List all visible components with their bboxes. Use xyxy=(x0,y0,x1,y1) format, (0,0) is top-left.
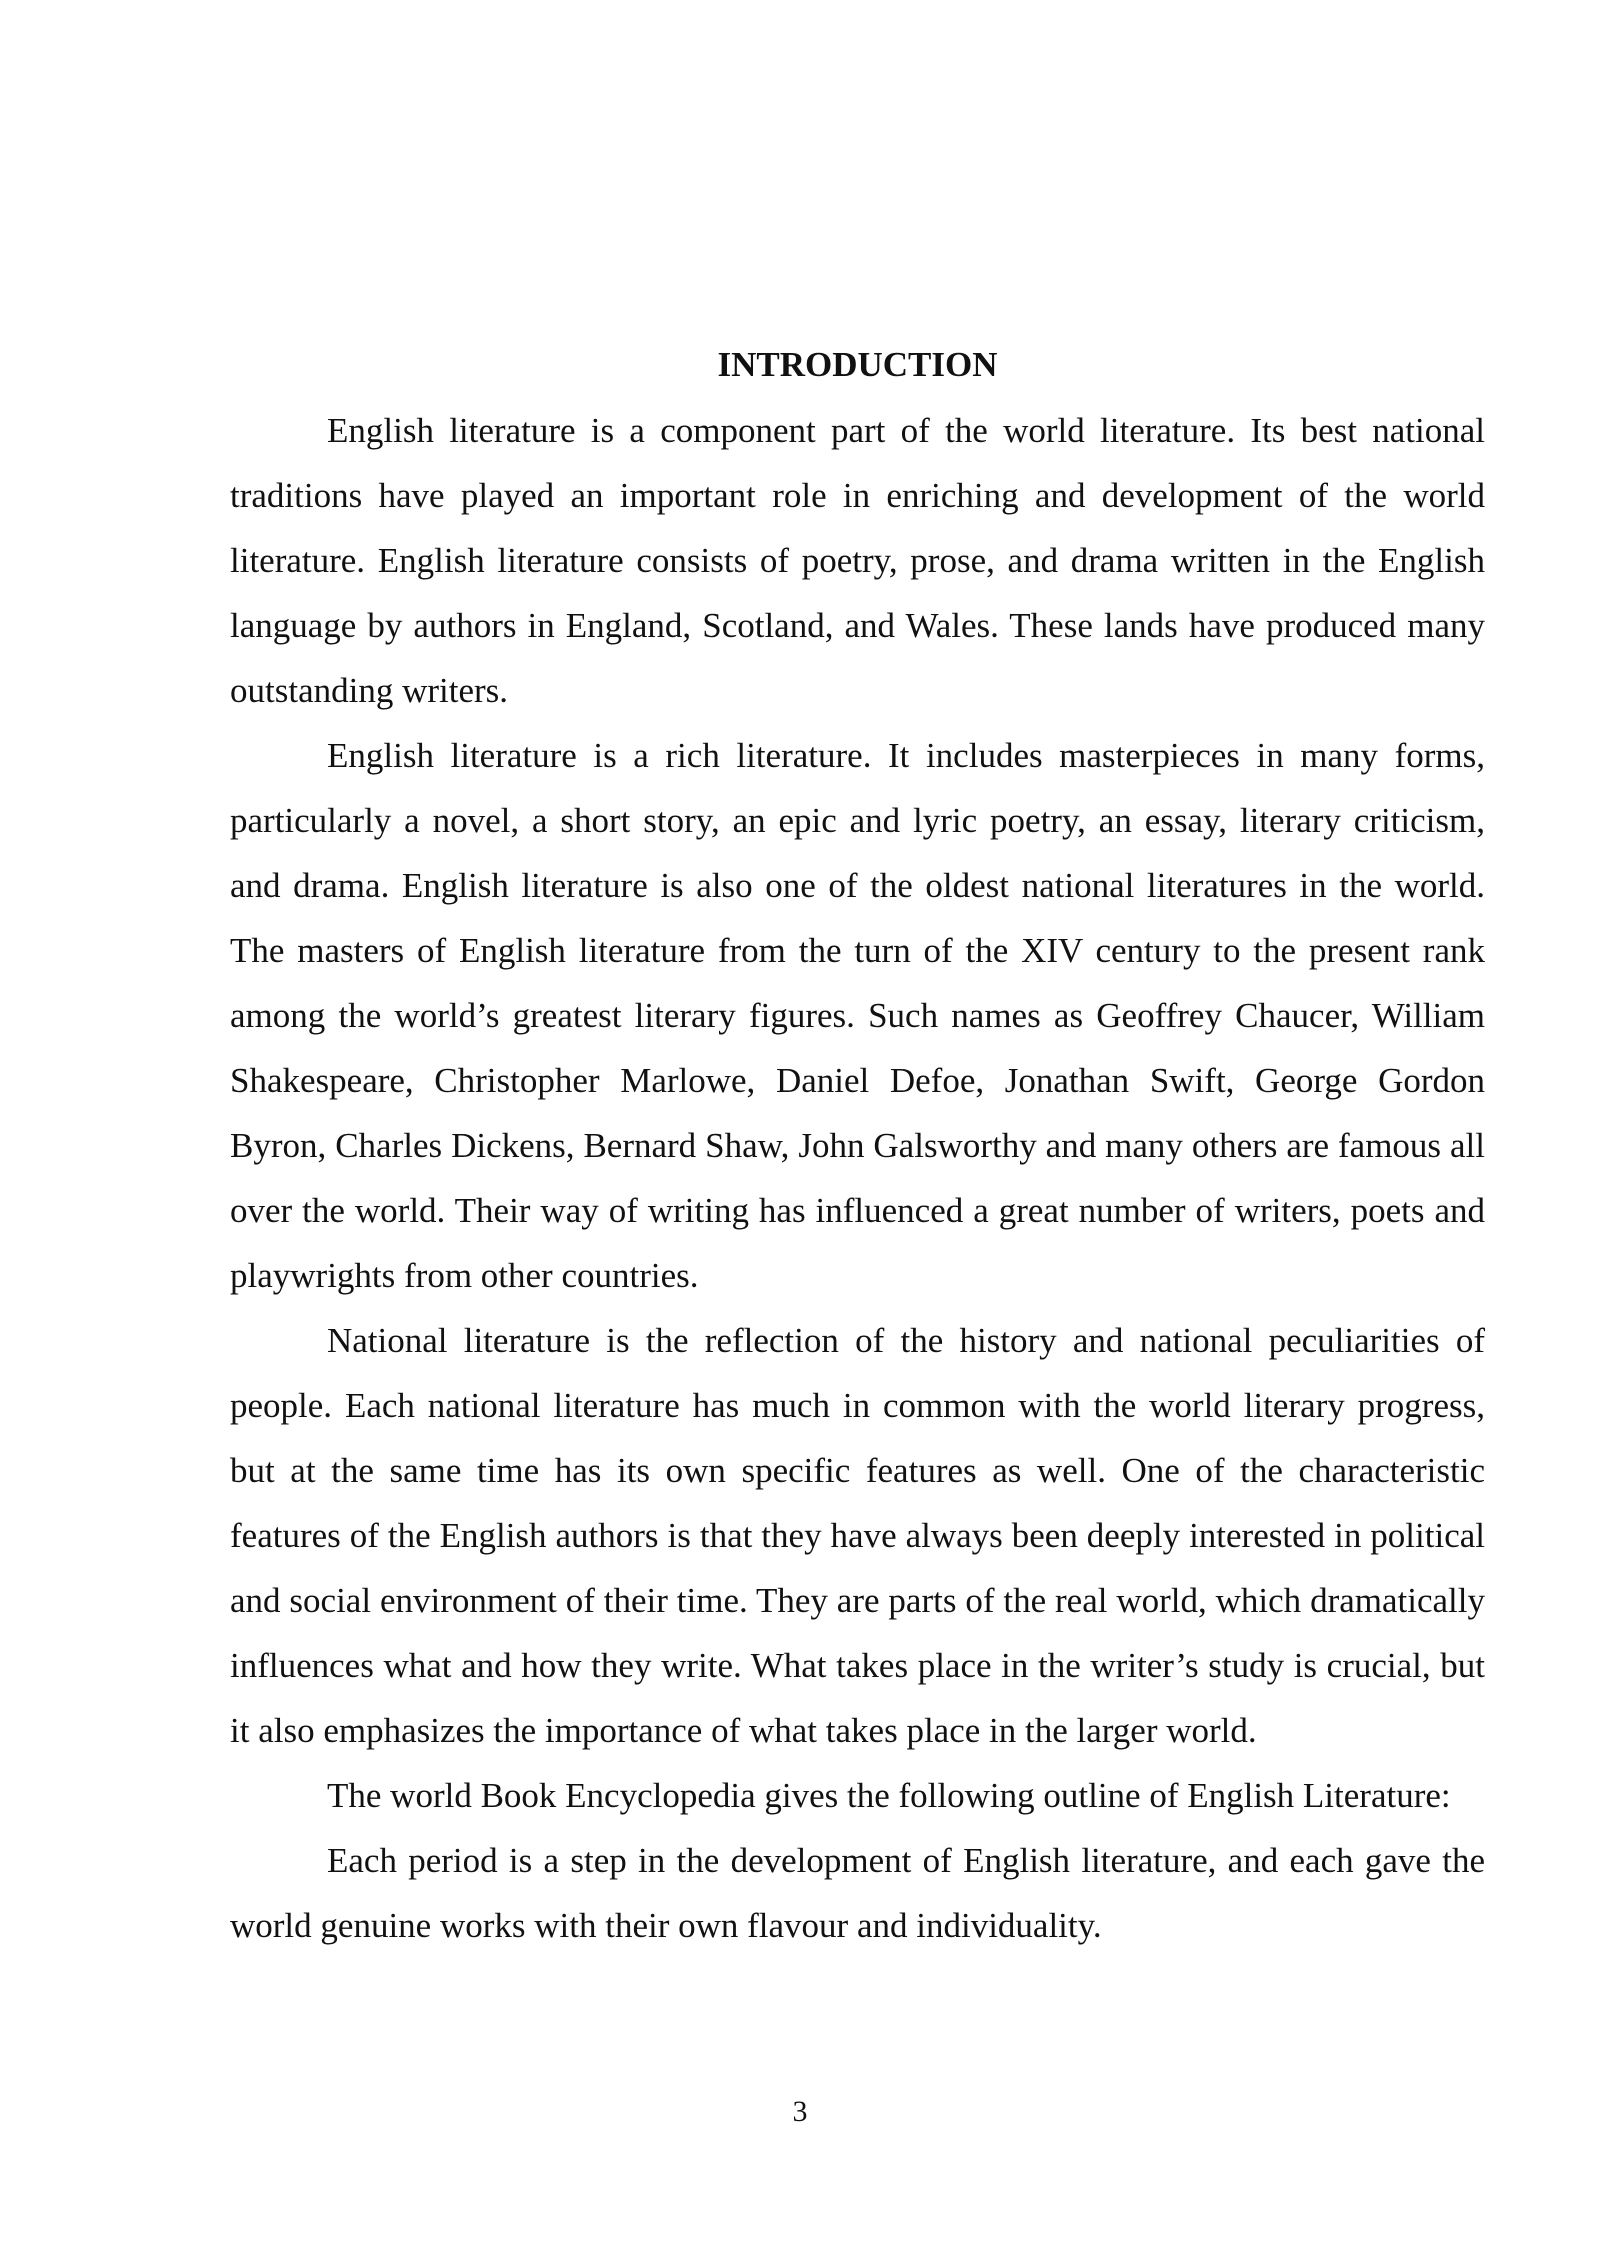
page-number: 3 xyxy=(792,2095,808,2128)
paragraph-5: Each period is a step in the development of English literature, and each gave the world genuine works with their own flavour and individuality. xyxy=(230,1841,1485,1945)
paragraph-1: English literature is a component part of the world literature. Its best national traditions have played an important role in enriching and development of the world literature. English literature consists of poetry, prose, and drama written in the English language by authors in England, Scotland, and Wales. These lands have produced many outstanding writers. xyxy=(230,411,1485,710)
document-page xyxy=(230,340,1485,1958)
paragraph-4: The world Book Encyclopedia gives the following outline of English Literature: xyxy=(327,1776,1451,1815)
page-title: INTRODUCTION xyxy=(717,345,998,384)
paragraph-2: English literature is a rich literature. It includes masterpieces in many forms, particularly a novel, a short story, an epic and lyric poetry, an essay, literary criticism, and drama. English literature is also one of the oldest national literatures in the world. The masters of English literature from the turn of the XIV century to the present rank among the world’s greatest literary figures. Such names as Geoffrey Chaucer, William Shakespeare, Christopher Marlowe, Daniel Defoe, Jonathan Swift, George Gordon Byron, Charles Dickens, Bernard Shaw, John Galsworthy and many others are famous all over the world. Their way of writing has influenced a great number of writers, poets and playwrights from other countries. xyxy=(230,736,1485,1295)
paragraph-3: National literature is the reflection of the history and national peculiarities of people. Each national literature has much in common with the world literary progress, but at the same time has its own specific features as well. One of the characteristic features of the English authors is that they have always been deeply interested in political and social environment of their time. They are parts of the real world, which dramatically influences what and how they write. What takes place in the writer’s study is crucial, but it also emphasizes the importance of what takes place in the larger world. xyxy=(230,1321,1485,1750)
